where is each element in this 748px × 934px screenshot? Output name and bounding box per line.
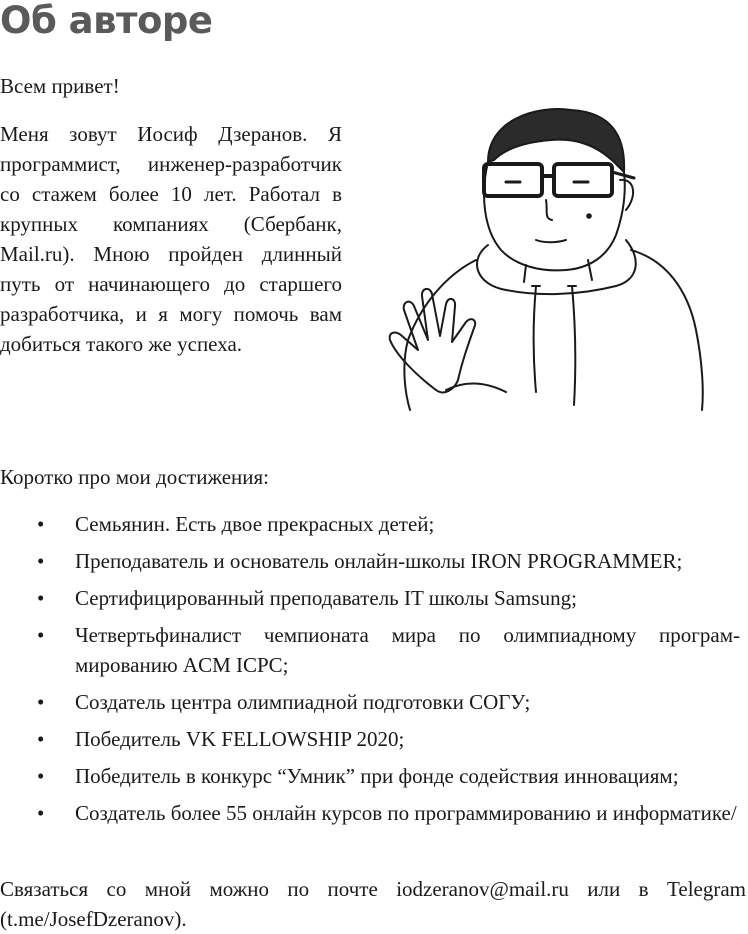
list-item: • Сертифицированный преподаватель IT школы Samsung; [0, 583, 740, 613]
contact-paragraph: Связаться со мной можно по почте iodzeranov@mail.ru или в Telegram (t.me/JosefDzeranov). [0, 877, 746, 931]
intro-paragraph: Меня зовут Иосиф Дзеранов. Я программист, инженер-разработчик со стажем более 10 лет. Работал в крупных компаниях (Сбербанк, Mail.ru). Мною пройден длинный путь от начинающего до старшего разработчика, и я могу помочь вам добиться такого же успеха. [0, 122, 342, 356]
glasses-left [484, 164, 542, 196]
list-item: • Четвертьфиналист чемпионата мира по олимпиадному программированию ACM ICPC; [0, 620, 740, 680]
list-item: • Победитель VK FELLOWSHIP 2020; [0, 724, 740, 754]
list-item: • Преподаватель и основатель онлайн-школы IRON PROGRAMMER; [0, 546, 740, 576]
glasses-right [554, 164, 612, 196]
achievements-intro: Коротко про мои достижения: [0, 465, 269, 489]
list-item: • Семьянин. Есть двое прекрасных детей; [0, 509, 740, 539]
list-item: • Создатель более 55 онлайн курсов по программированию и информатике/ [0, 798, 740, 828]
author-illustration [376, 100, 716, 430]
waving-hand [390, 289, 475, 390]
bullet-icon: • [37, 764, 45, 788]
greeting-text: Всем привет! [0, 74, 120, 98]
bullet-icon: • [37, 623, 45, 647]
list-item: • Победитель в конкурс “Умник” при фонде содействия инновациям; [0, 761, 740, 791]
bullet-icon: • [37, 727, 45, 751]
page-title: Об авторе [0, 0, 213, 42]
bullet-icon: • [37, 512, 45, 536]
list-item: • Создатель центра олимпиадной подготовки СОГУ; [0, 687, 740, 717]
bullet-icon: • [37, 690, 45, 714]
ear [620, 180, 633, 210]
hoodie-hood [477, 240, 636, 294]
achievements-list [0, 509, 740, 835]
bullet-icon: • [37, 549, 45, 573]
bullet-icon: • [37, 586, 45, 610]
bullet-icon: • [37, 801, 45, 825]
